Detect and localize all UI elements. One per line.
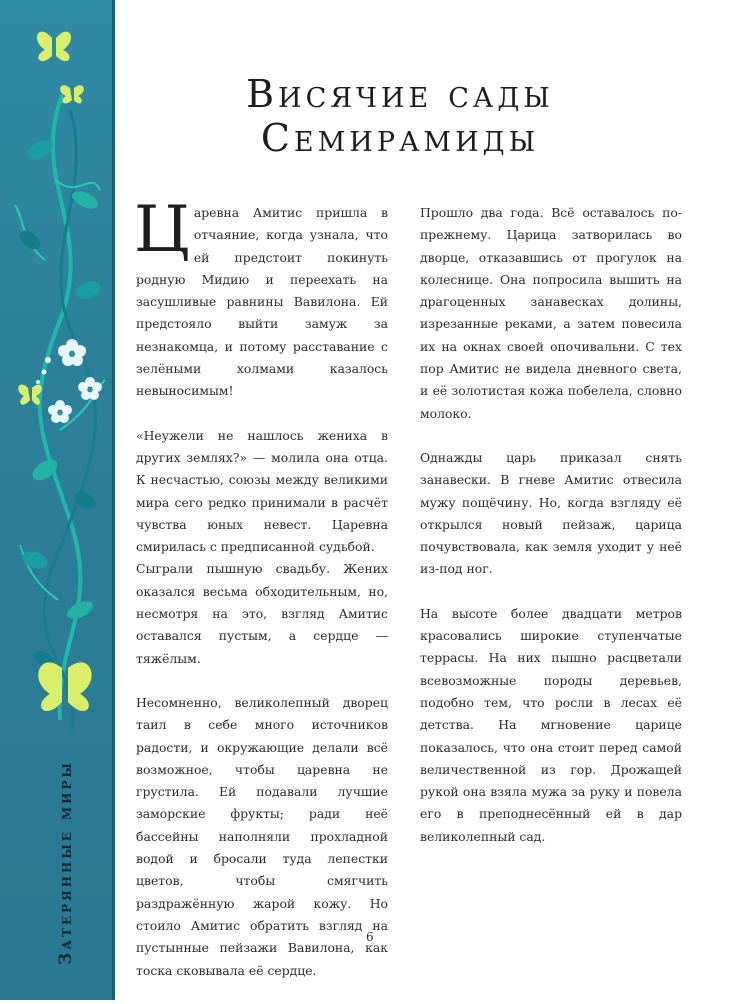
title-line-2: Семирамиды xyxy=(260,116,540,160)
right-column xyxy=(420,202,682,870)
sidebar-band xyxy=(0,0,112,1000)
paragraph-text: аревна Амитис пришла в отчаяние, когда узнала, что ей предстоит покинуть родную Мидию и переехать на засушливые равнины Вавилона. Ей предстояло выйти замуж за незнакомца, и потому расставание с зелёными холмами казалось невыносимым! xyxy=(136,205,388,399)
title-line-1: Висячие сады xyxy=(246,72,554,116)
sidebar-divider xyxy=(112,0,115,1000)
page-title xyxy=(150,72,650,160)
paragraph: На высоте более двадцати метров красовались широкие ступенчатые террасы. На них пышно расцветали всевозможные породы деревьев, подобно тем, что росли в лесах её детства. На мгновение царице показалось, что она стоит перед самой величественной из гор. Дрожащей рукой она взяла мужа за руку и повела его в преподнесённый ей в дар великолепный сад. xyxy=(420,605,682,844)
paragraph: Прошло два года. Всё оставалось по-прежнему. Царица затворилась во дворце, отказавшись от прогулок на колеснице. Она попросила вышить на драгоценных занавесках долины, изрезанные реками, а затем повесила их на окнах своей опочивальни. С тех пор Амитис не видела дневного света, и её золотистая кожа побелела, словно молоко. xyxy=(420,205,682,421)
paragraph: Однажды царь приказал снять занавески. В гневе Амитис отвесила мужу пощёчину. Но, когда взгляду её открылся новый пейзаж, царица почувствовала, как земля уходит у неё из-под ног. xyxy=(420,449,682,577)
flower-icon xyxy=(36,339,102,423)
paragraph: Сыграли пышную свадьбу. Жених оказался весьма обходительным, но, несмотря на это, взгляд Амитис оставался пустым, а сердце — тяжёлым. xyxy=(136,561,388,666)
left-column xyxy=(134,193,388,1004)
paragraph xyxy=(134,193,388,403)
vine-ornament xyxy=(0,0,112,740)
paragraph: «Неужели не нашлось жениха в других землях?» — молила она отца. К несчастью, союзы между великими мира сего редко принимали в расчёт чувства юных невест. Царевна смирилась с предписанной судьбой. xyxy=(136,427,388,555)
paragraph: Несомненно, великолепный дворец таил в себе много источников радости, и окружающие делали всё возможное, чтобы царевна не грустила. Ей подавали лучшие заморские фрукты; ради неё бассейны наполняли прохладной водой и бросали туда лепестки цветов, чтобы смягчить раздражённую жарой кожу. Но стоило Амитис обратить взгляд на пустынные пейзажи Вавилона, как тоска сковывала её сердце. xyxy=(136,694,388,978)
page-number: 6 xyxy=(366,930,374,944)
drop-cap: Ц xyxy=(134,193,190,267)
series-label: Затерянные миры xyxy=(56,760,76,965)
